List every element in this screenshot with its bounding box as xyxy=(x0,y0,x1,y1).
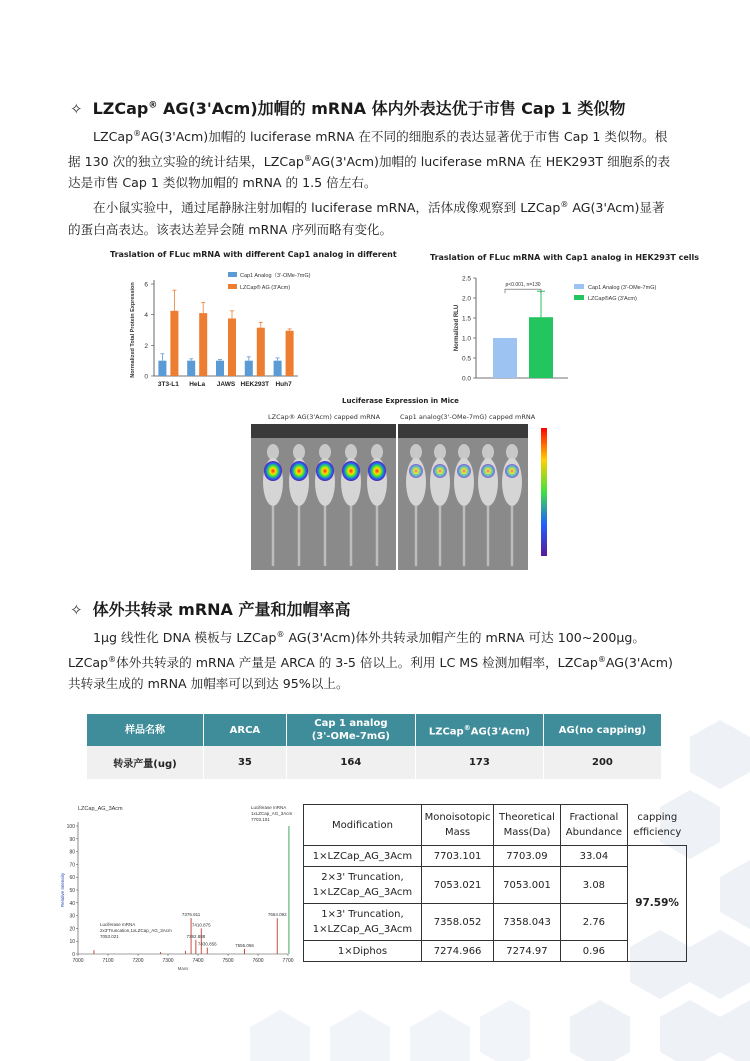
mice-right-label: Cap1 analog(3'-OMe-7mG) capped mRNA xyxy=(400,413,536,421)
panel-top-bar xyxy=(251,424,396,438)
peak-annotation: 2x3'Truncation,1xLZCap_AG_3Acm xyxy=(100,928,172,933)
section2-title xyxy=(70,597,351,620)
ms-cell: 7358.052 xyxy=(421,904,493,941)
para1-line1: LZCap®AG(3'Acm)加帽的 luciferase mRNA 在不同的细胞系的表达显著优于市售 Cap 1 类似物。根 xyxy=(93,129,668,145)
y-tick-label: 2.5 xyxy=(461,275,471,283)
ms-header-cell: Modification xyxy=(304,805,422,846)
bar xyxy=(199,313,207,376)
x-tick-label: 7300 xyxy=(162,958,174,964)
ms-spectrum xyxy=(58,800,298,972)
diamond-icon: ✧ xyxy=(70,100,83,118)
x-tick-label: 7600 xyxy=(252,958,264,964)
yield-cell: 200 xyxy=(543,746,661,779)
mouse-right-signal xyxy=(433,464,447,478)
y-tick-label: 2 xyxy=(144,342,148,350)
ms-cell: 1×Diphos xyxy=(304,941,422,962)
yield-cell: 35 xyxy=(204,746,287,779)
chart1-title: Traslation of FLuc mRNA with different Cap1 analog in different xyxy=(110,250,397,259)
ms-header-cell: Monoisotopic Mass xyxy=(421,805,493,846)
mouse-left-head xyxy=(319,444,331,460)
y-tick-label: 50 xyxy=(69,888,75,894)
title-text: LZCap xyxy=(92,99,149,118)
ms-cell: 7703.09 xyxy=(494,846,560,867)
ms-cell: 7053.021 xyxy=(421,867,493,904)
mouse-left-head xyxy=(345,444,357,460)
y-tick-label: 30 xyxy=(69,913,75,920)
bar xyxy=(257,328,265,376)
peak-label: 7430.856 xyxy=(197,941,217,947)
y-tick-label: 1.0 xyxy=(461,335,471,343)
mouse-left-head xyxy=(293,444,305,460)
significance-bracket xyxy=(505,289,541,293)
yield-header-cell: ARCA xyxy=(204,714,287,746)
title-text: AG(3'Acm)加帽的 mRNA 体内外表达优于市售 Cap 1 类似物 xyxy=(157,99,626,118)
bar xyxy=(245,361,253,376)
hex-pattern-bottom xyxy=(250,990,530,1061)
legend-swatch xyxy=(574,295,584,300)
peak-annotation: Luciferase mRNA xyxy=(100,922,136,927)
para2-line2: 的蛋白高表达。该表达差异会随 mRNA 序列而略有变化。 xyxy=(68,221,393,237)
x-tick-label: 3T3-L1 xyxy=(157,381,179,388)
peak-label: 7392.888 xyxy=(186,933,206,939)
ms-cell: 7274.966 xyxy=(421,941,493,962)
mouse-left-head xyxy=(267,444,279,460)
bar xyxy=(529,317,553,378)
y-tick-label: 0.5 xyxy=(461,355,471,363)
bar xyxy=(187,361,195,376)
section1-body xyxy=(68,123,686,240)
y-tick-label: 0 xyxy=(72,952,75,958)
bar xyxy=(286,331,294,376)
y-tick-label: 4 xyxy=(144,312,148,320)
yield-cell: 转录产量(ug) xyxy=(87,746,204,779)
diamond-icon: ✧ xyxy=(70,601,83,619)
ms-cell: 7053.001 xyxy=(494,867,560,904)
x-tick-label: 7000 xyxy=(72,958,84,964)
x-axis-label: Mass xyxy=(177,966,189,971)
legend-swatch xyxy=(228,284,237,289)
yield-cell: 164 xyxy=(286,746,415,779)
mouse-left-signal xyxy=(316,461,334,481)
ms-header-cell: Fractional Abundance xyxy=(560,805,627,846)
mouse-right-head xyxy=(434,444,446,460)
x-tick-label: HEK293T xyxy=(240,381,270,388)
yield-header-cell: AG(no capping) xyxy=(543,714,661,746)
title-text: 体外共转录 mRNA 产量和加帽率高 xyxy=(92,600,351,619)
peak-label: 7376.911 xyxy=(181,912,201,918)
x-tick-label: 7100 xyxy=(102,958,114,964)
x-tick-label: 7500 xyxy=(222,958,234,964)
y-axis-label: Relative Intensity xyxy=(60,872,65,908)
peak-label: 7555.056 xyxy=(235,942,254,948)
y-tick-label: 60 xyxy=(69,875,75,882)
ms-header-row xyxy=(304,805,687,846)
ms-cell: 1×LZCap_AG_3Acm xyxy=(304,846,422,867)
yield-header-cell: Cap 1 analog (3'-OMe-7mG) xyxy=(286,714,415,746)
yield-header-cell: LZCap®AG(3'Acm) xyxy=(415,714,543,746)
bar xyxy=(216,361,224,376)
ms-cell: 0.96 xyxy=(560,941,627,962)
ms-cell: 7274.97 xyxy=(494,941,560,962)
y-tick-label: 0 xyxy=(144,373,148,381)
spectrum-title: LZCap_AG_3Acm xyxy=(78,806,123,812)
ms-cell: 7703.101 xyxy=(421,846,493,867)
peak-annotation: Luciferase mRNA xyxy=(251,805,287,810)
y-tick-label: 20 xyxy=(69,926,75,933)
y-axis-label: Normalized Total Protein Expression xyxy=(130,282,136,378)
mouse-left-signal xyxy=(368,461,386,481)
registered-mark: ® xyxy=(148,100,158,111)
ms-cell: 3.08 xyxy=(560,867,627,904)
mouse-left-head xyxy=(371,444,383,460)
x-tick-label: Huh7 xyxy=(275,381,292,388)
bar xyxy=(228,319,236,377)
peak-annotation: 7053.021 xyxy=(100,934,119,939)
section2-body xyxy=(68,624,688,695)
bar xyxy=(158,361,166,376)
y-tick-label: 70 xyxy=(69,862,75,869)
chart2-title: Traslation of FLuc mRNA with Cap1 analog in HEK293T cells xyxy=(430,253,700,262)
legend-swatch xyxy=(228,272,237,277)
ms-cell: 1×3' Truncation, 1×LZCap_AG_3Acm xyxy=(304,904,422,941)
y-tick-label: 90 xyxy=(69,836,75,843)
bar xyxy=(493,338,517,378)
y-tick-label: 100 xyxy=(66,824,75,830)
legend-label: Cap1 Analog (3'-OMe-7mG) xyxy=(588,285,657,291)
bar xyxy=(274,361,282,376)
y-tick-label: 80 xyxy=(69,849,75,856)
x-tick-label: 7400 xyxy=(192,958,204,964)
panel-top-bar xyxy=(398,424,528,438)
para1-line2: 据 130 次的独立实验的统计结果，LZCap®AG(3'Acm)加帽的 luciferase mRNA 在 HEK293T 细胞系的表 xyxy=(68,153,671,169)
x-tick-label: 7700 xyxy=(282,958,294,964)
section1-title xyxy=(70,96,625,119)
mouse-left-signal xyxy=(264,461,282,481)
mouse-right-head xyxy=(506,444,518,460)
s2-line2: LZCap®体外共转录的 mRNA 产量是 ARCA 的 3-5 倍以上。利用 LC MS 检测加帽率，LZCap®AG(3'Acm) xyxy=(68,654,673,670)
s2-line1: 1μg 线性化 DNA 模板与 LZCap® AG(3'Acm)体外共转录加帽产生的 mRNA 可达 100~200μg。 xyxy=(93,630,645,646)
ms-cell: 2.76 xyxy=(560,904,627,941)
mouse-right-head xyxy=(410,444,422,460)
s2-line3: 共转录生成的 mRNA 加帽率可以到达 95%以上。 xyxy=(68,676,349,692)
capping-efficiency: 97.59% xyxy=(628,846,687,962)
mouse-left-signal xyxy=(342,461,360,481)
y-tick-label: 10 xyxy=(69,939,75,946)
x-tick-label: HeLa xyxy=(189,381,206,388)
mice-image xyxy=(251,424,559,570)
y-tick-label: 2.0 xyxy=(461,295,471,303)
para2-line1: 在小鼠实验中，通过尾静脉注射加帽的 luciferase mRNA，活体成像观察到 LZCap® AG(3'Acm)显著 xyxy=(93,199,665,216)
chart2-svg xyxy=(438,266,698,388)
ms-cell: 2×3' Truncation, 1×LZCap_AG_3Acm xyxy=(304,867,422,904)
color-scale-bar xyxy=(541,428,547,556)
legend-label: Cap1 Analog（3'-OMe-7mG) xyxy=(240,273,311,279)
yield-header-cell: 样品名称 xyxy=(87,714,204,746)
ms-cell: 7358.043 xyxy=(494,904,560,941)
mice-left-label: LZCap® AG(3'Acm) capped mRNA xyxy=(268,413,381,421)
ms-cell: 33.04 xyxy=(560,846,627,867)
para1-line3: 达是市售 Cap 1 类似物加帽的 mRNA 的 1.5 倍左右。 xyxy=(68,175,377,191)
yield-table xyxy=(87,714,661,779)
mouse-right-signal xyxy=(505,464,519,478)
y-tick-label: 40 xyxy=(69,900,75,907)
mouse-right-signal xyxy=(409,464,423,478)
peak-annotation: 1xLZCap_AG_3Acm xyxy=(251,811,293,816)
peak-label: 7664.092 xyxy=(267,912,287,918)
x-tick-label: 7200 xyxy=(132,958,144,964)
peak-label: 7410.875 xyxy=(191,922,211,928)
mouse-right-head xyxy=(482,444,494,460)
y-tick-label: 1.5 xyxy=(461,315,471,323)
y-tick-label: 6 xyxy=(144,281,148,289)
chart1-svg xyxy=(110,262,410,398)
y-tick-label: 0.0 xyxy=(461,375,471,383)
mouse-left-signal xyxy=(290,461,308,481)
x-tick-label: JAWS xyxy=(216,381,236,388)
mice-title: Luciferase Expression in Mice xyxy=(342,397,459,405)
mouse-right-head xyxy=(458,444,470,460)
yield-cell: 173 xyxy=(415,746,543,779)
legend-label: LZCap®AG (3'Acm) xyxy=(588,296,637,302)
ms-row xyxy=(304,846,687,867)
ms-header-cell: capping efficiency xyxy=(633,811,682,838)
mouse-right-signal xyxy=(457,464,471,478)
ms-table xyxy=(303,804,687,962)
yield-data-row xyxy=(87,746,661,779)
bar xyxy=(170,311,178,376)
peak-annotation: 7703.101 xyxy=(251,817,270,822)
ms-header-cell: Theoretical Mass(Da) xyxy=(494,805,560,846)
yield-header-row xyxy=(87,714,661,746)
mouse-right-signal xyxy=(481,464,495,478)
significance-label: p<0.001, n=130 xyxy=(505,282,541,289)
y-axis-label: Normalized RLU xyxy=(454,304,460,352)
legend-label: LZCap® AG (3'Acm) xyxy=(240,285,291,291)
legend-swatch xyxy=(574,284,584,289)
